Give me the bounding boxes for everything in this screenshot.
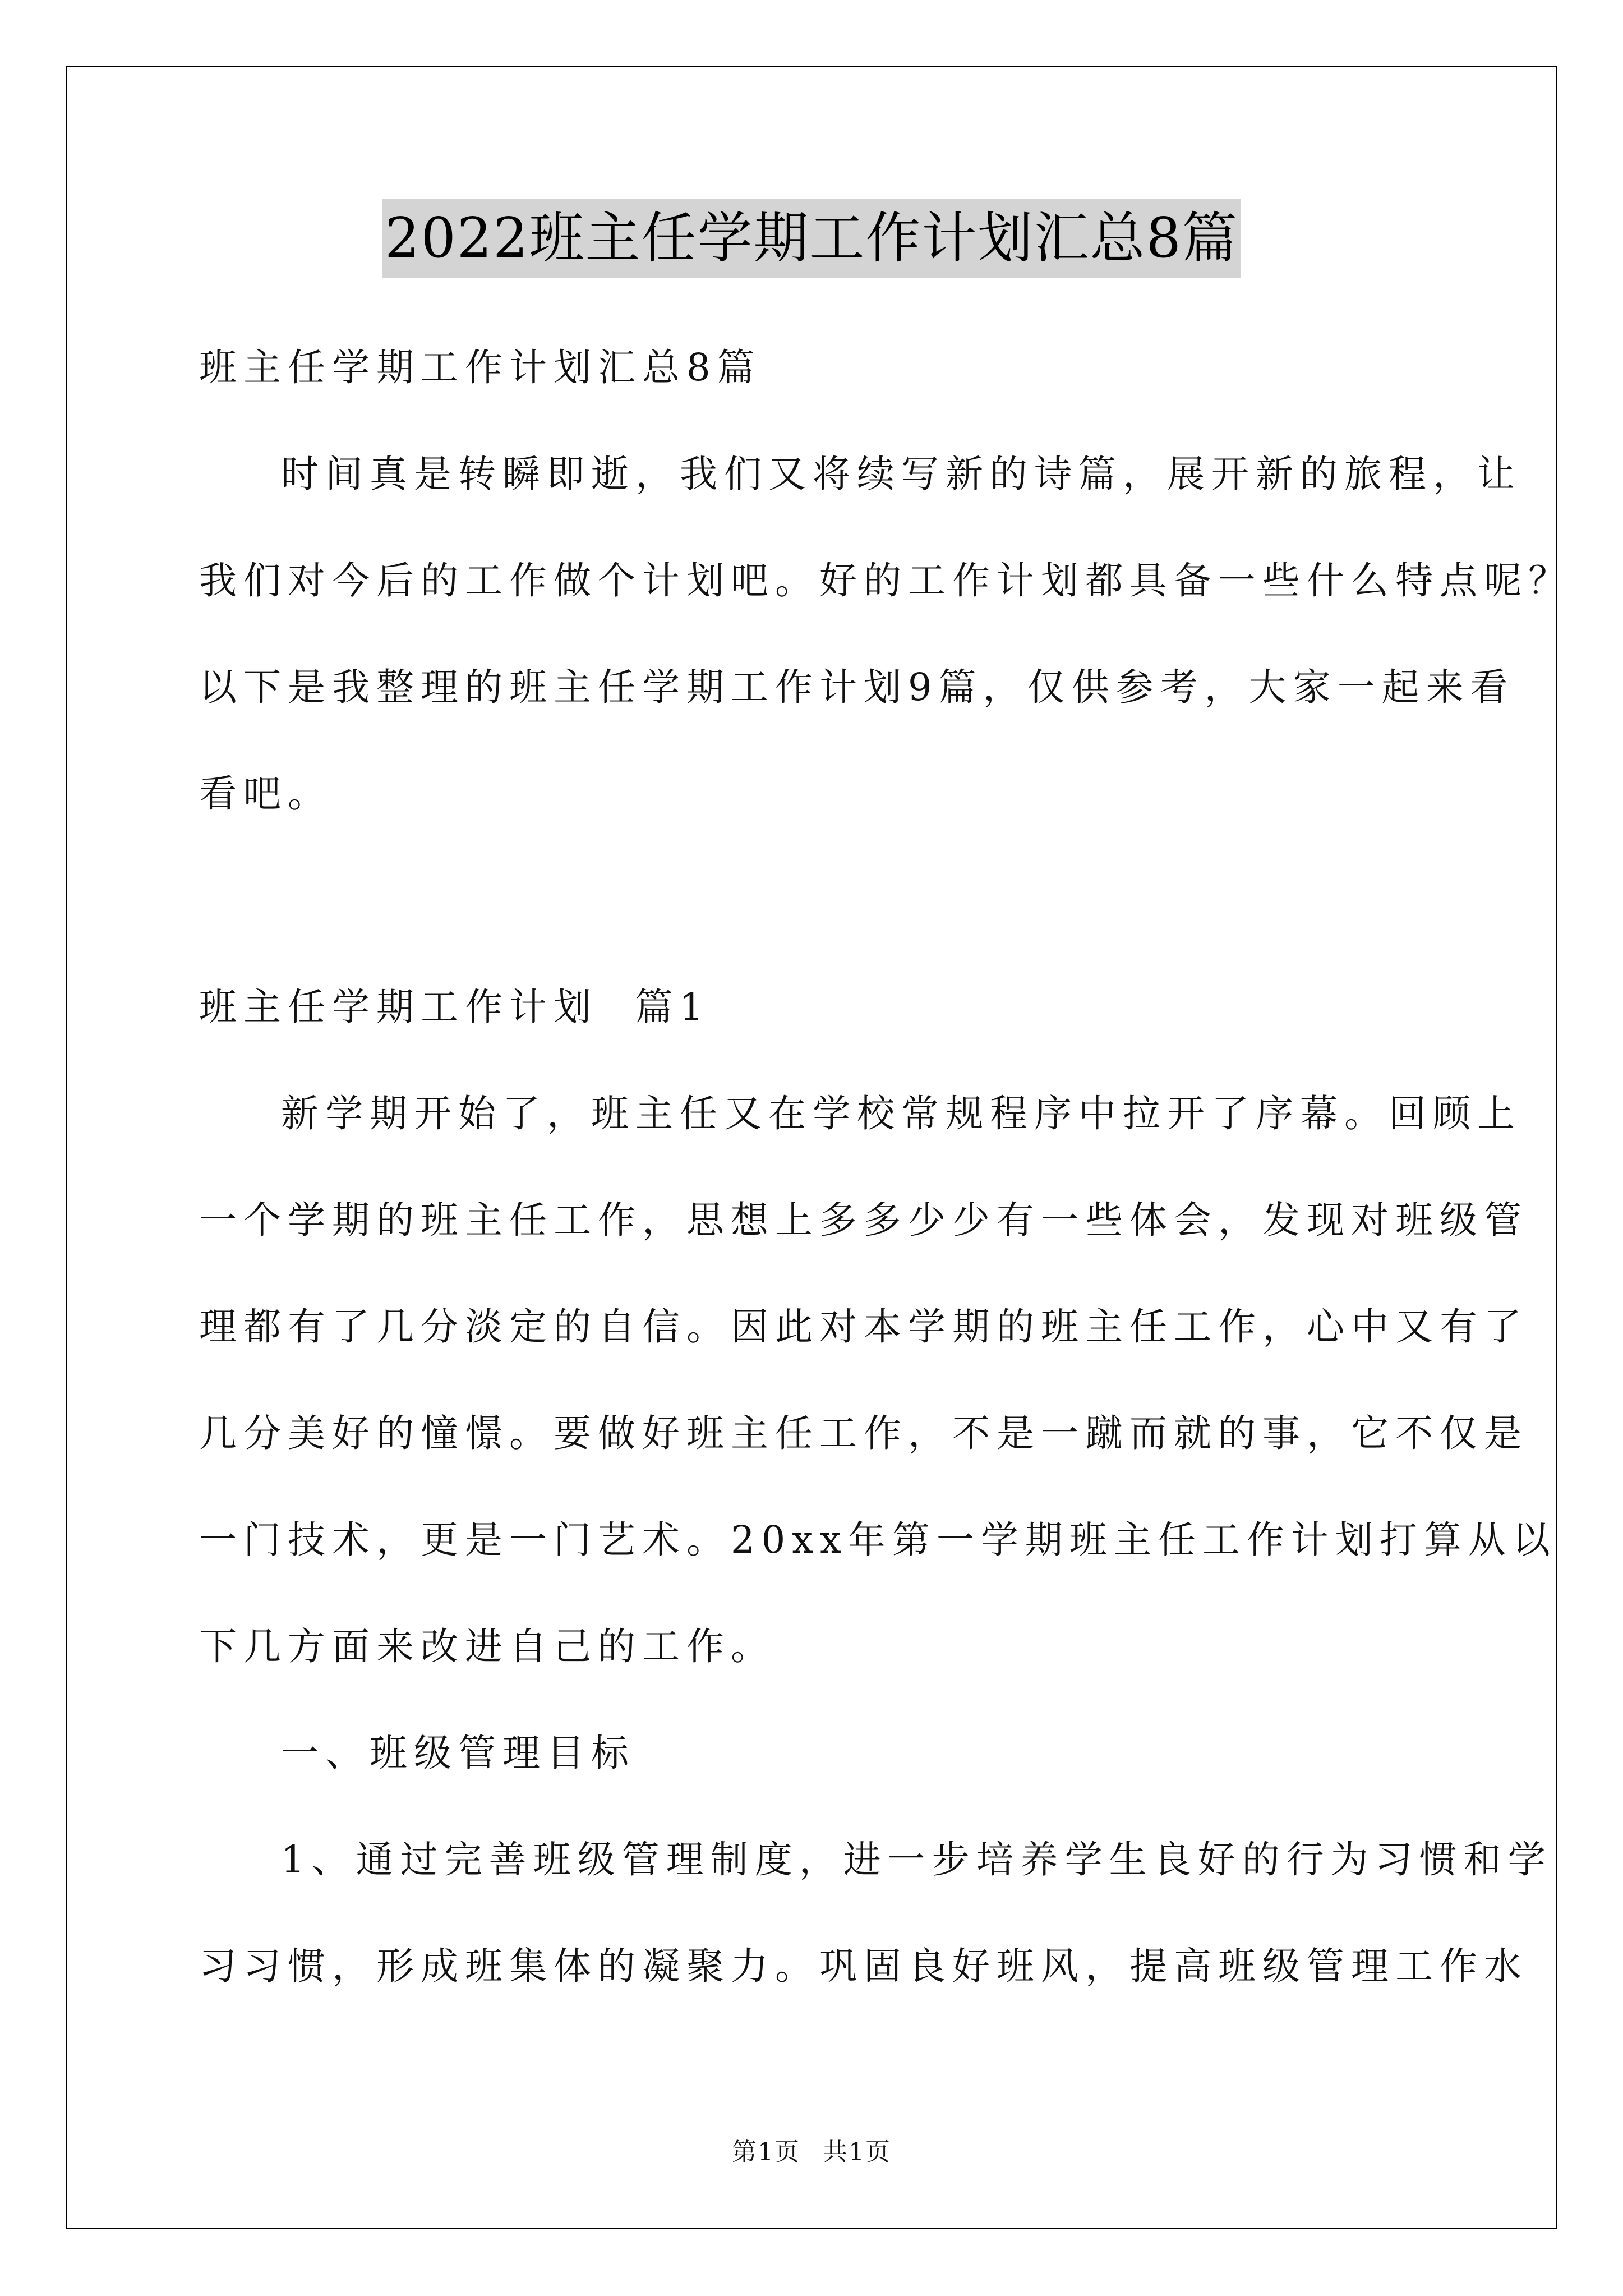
paragraph-line: 1、通过完善班级管理制度，进一步培养学生良好的行为习惯和学 xyxy=(281,1838,1552,1881)
paragraph-line: 习习惯，形成班集体的凝聚力。巩固良好班风，提高班级管理工作水 xyxy=(199,1944,1528,1988)
document-body xyxy=(199,314,1573,2019)
intro-line: 以下是我整理的班主任学期工作计划9篇，仅供参考，大家一起来看 xyxy=(199,665,1515,709)
page-number-current: 第1页 xyxy=(732,2138,800,2166)
intro-line: 看吧。 xyxy=(199,772,332,816)
subheading: 一、班级管理目标 xyxy=(281,1731,635,1775)
paragraph-line: 新学期开始了，班主任又在学校常规程序中拉开了序幕。回顾上 xyxy=(281,1092,1521,1135)
page-number-total: 共1页 xyxy=(823,2138,891,2166)
paragraph-line: 一个学期的班主任工作，思想上多多少少有一些体会，发现对班级管 xyxy=(199,1198,1528,1242)
paragraph-line: 几分美好的憧憬。要做好班主任工作，不是一蹴而就的事，它不仅是 xyxy=(199,1411,1528,1455)
paragraph-line: 下几方面来改进自己的工作。 xyxy=(199,1625,775,1668)
intro-line: 时间真是转瞬即逝，我们又将续写新的诗篇，展开新的旅程，让 xyxy=(281,452,1521,496)
blank-line xyxy=(199,847,1433,954)
paragraph-line: 一门技术，更是一门艺术。20xx年第一学期班主任工作计划打算从以 xyxy=(199,1518,1557,1562)
document-subtitle: 班主任学期工作计划汇总8篇 xyxy=(199,346,762,389)
page-footer xyxy=(0,2132,1623,2168)
intro-line: 我们对今后的工作做个计划吧。好的工作计划都具备一些什么特点呢？ xyxy=(199,559,1573,602)
paragraph-line: 理都有了几分淡定的自信。因此对本学期的班主任工作，心中又有了 xyxy=(199,1305,1528,1349)
title-area xyxy=(0,199,1623,278)
document-title: 2022班主任学期工作计划汇总8篇 xyxy=(382,199,1241,278)
section-heading: 班主任学期工作计划 篇1 xyxy=(199,985,711,1029)
